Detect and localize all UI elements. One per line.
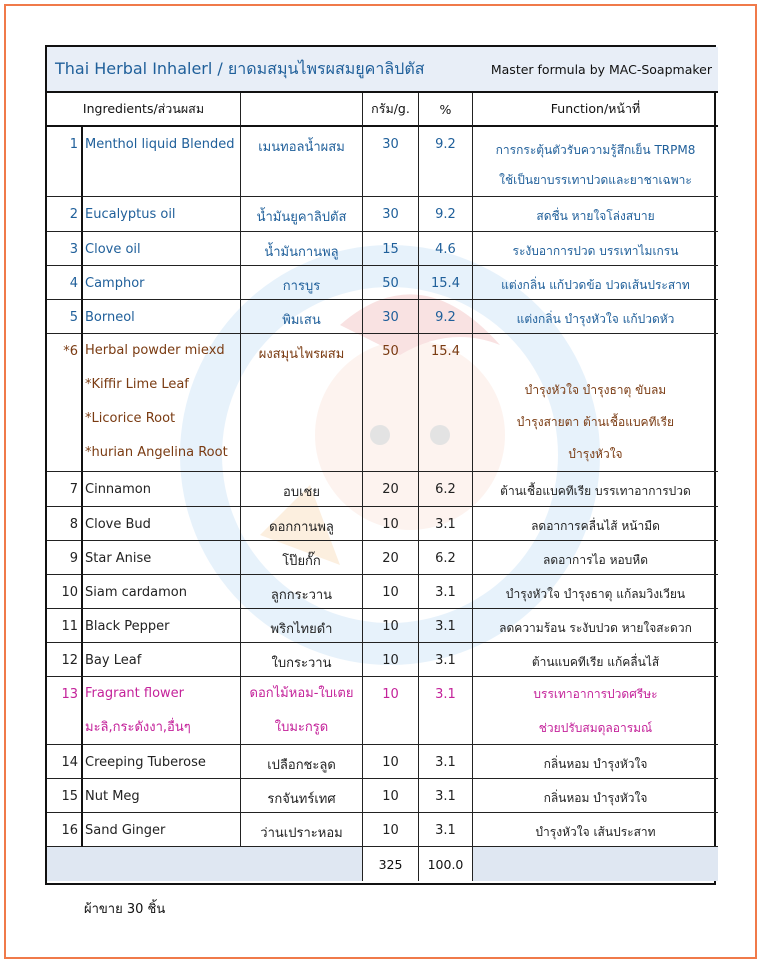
percent-value: 6.2 bbox=[419, 541, 473, 575]
percent-value: 15.4 bbox=[419, 334, 473, 472]
ingredient-thai-group bbox=[241, 677, 363, 745]
ingredient-name: Sand Ginger bbox=[83, 813, 241, 847]
percent-value: 3.1 bbox=[419, 609, 473, 643]
ingredient-thai: รกจันทร์เทศ bbox=[241, 779, 363, 813]
row-number: 16 bbox=[47, 813, 83, 847]
grams-value: 30 bbox=[363, 127, 419, 197]
percent-value: 3.1 bbox=[419, 677, 473, 745]
function-cell: แต่งกลิ่น แก้ปวดข้อ ปวดเส้นประสาท bbox=[473, 266, 718, 300]
ingredient-thai: ว่านเปราะหอม bbox=[241, 813, 363, 847]
total-grams: 325 bbox=[363, 847, 419, 881]
row-number: 5 bbox=[47, 300, 83, 334]
function-cell bbox=[473, 127, 718, 197]
ingredient-name: Cinnamon bbox=[83, 472, 241, 507]
grams-value: 10 bbox=[363, 609, 419, 643]
ingredient-thai: น้ำมันยูคาลิปตัส bbox=[241, 197, 363, 232]
row-number: 10 bbox=[47, 575, 83, 609]
ingredient-thai: ลูกกระวาน bbox=[241, 575, 363, 609]
ingredient-thai-2: ใบมะกรูด bbox=[274, 720, 329, 735]
footnote: ผ้าขาย 30 ชิ้น bbox=[84, 902, 166, 917]
function-cell: กลิ่นหอม บำรุงหัวใจ bbox=[473, 779, 718, 813]
header-thai-blank bbox=[241, 93, 363, 127]
grams-value: 10 bbox=[363, 643, 419, 677]
grams-value: 30 bbox=[363, 300, 419, 334]
function-cell: แต่งกลิ่น บำรุงหัวใจ แก้ปวดหัว bbox=[473, 300, 718, 334]
ingredient-name: Fragrant flower bbox=[85, 686, 184, 701]
ingredient-thai: การบูร bbox=[241, 266, 363, 300]
ingredient-thai: น้ำมันกานพลู bbox=[241, 232, 363, 266]
ingredient-thai: พริกไทยดำ bbox=[241, 609, 363, 643]
function-line: การกระตุ้นตัวรับความรู้สึกเย็น TRPM8 bbox=[495, 143, 696, 157]
row-number: 11 bbox=[47, 609, 83, 643]
ingredient-name: Siam cardamon bbox=[83, 575, 241, 609]
ingredient-sub-item: *Licorice Root bbox=[85, 411, 176, 426]
ingredient-thai: เมนทอลน้ำผสม bbox=[241, 127, 363, 197]
function-cell: ลดความร้อน ระงับปวด หายใจสะดวก bbox=[473, 609, 718, 643]
ingredient-name-group bbox=[83, 677, 241, 745]
percent-value: 3.1 bbox=[419, 813, 473, 847]
table-title: Thai Herbal Inhalerl / ยาดมสมุนไพรผสมยูคาลิปตัส bbox=[55, 58, 425, 78]
function-line: บำรุงหัวใจ bbox=[568, 447, 623, 461]
ingredient-name: Clove oil bbox=[83, 232, 241, 266]
grams-value: 10 bbox=[363, 507, 419, 541]
header-percent: % bbox=[419, 93, 473, 127]
ingredient-thai: ผงสมุนไพรผสม bbox=[241, 334, 363, 472]
function-cell: กลิ่นหอม บำรุงหัวใจ bbox=[473, 745, 718, 779]
row-number: 4 bbox=[47, 266, 83, 300]
percent-value: 9.2 bbox=[419, 300, 473, 334]
header-function: Function/หน้าที่ bbox=[473, 93, 718, 127]
function-cell bbox=[473, 677, 718, 745]
function-line: บำรุงสายตา ต้านเชื้อแบคทีเรีย bbox=[516, 415, 675, 429]
function-cell: สดชื่น หายใจโล่งสบาย bbox=[473, 197, 718, 232]
percent-value: 3.1 bbox=[419, 575, 473, 609]
title-bar bbox=[47, 47, 718, 93]
ingredient-thai: ดอกไม้หอม-ใบเตย bbox=[249, 686, 354, 701]
ingredient-thai: ใบกระวาน bbox=[241, 643, 363, 677]
function-line: ช่วยปรับสมดุลอารมณ์ bbox=[538, 721, 653, 735]
percent-value: 3.1 bbox=[419, 779, 473, 813]
percent-value: 9.2 bbox=[419, 197, 473, 232]
row-number: 7 bbox=[47, 472, 83, 507]
header-grams: กรัม/g. bbox=[363, 93, 419, 127]
function-cell: ลดอาการไอ หอบหืด bbox=[473, 541, 718, 575]
percent-value: 15.4 bbox=[419, 266, 473, 300]
ingredient-name: Herbal powder miexd bbox=[85, 343, 225, 358]
row-number: 12 bbox=[47, 643, 83, 677]
function-line: บำรุงหัวใจ บำรุงธาตุ ขับลม bbox=[524, 383, 667, 397]
grams-value: 20 bbox=[363, 472, 419, 507]
ingredient-name: Camphor bbox=[83, 266, 241, 300]
function-cell: ต้านแบคทีเรีย แก้คลื่นไส้ bbox=[473, 643, 718, 677]
percent-value: 3.1 bbox=[419, 507, 473, 541]
row-number: 8 bbox=[47, 507, 83, 541]
ingredient-name: Clove Bud bbox=[83, 507, 241, 541]
percent-value: 3.1 bbox=[419, 745, 473, 779]
ingredient-name: Eucalyptus oil bbox=[83, 197, 241, 232]
grams-value: 10 bbox=[363, 779, 419, 813]
percent-value: 6.2 bbox=[419, 472, 473, 507]
function-cell: บำรุงหัวใจ บำรุงธาตุ แก้ลมวิงเวียน bbox=[473, 575, 718, 609]
ingredient-name: Star Anise bbox=[83, 541, 241, 575]
function-cell: ต้านเชื้อแบคทีเรีย บรรเทาอาการปวด bbox=[473, 472, 718, 507]
grams-value: 15 bbox=[363, 232, 419, 266]
percent-value: 3.1 bbox=[419, 643, 473, 677]
ingredient-thai: โป๊ยกั๊ก bbox=[241, 541, 363, 575]
row-number: 14 bbox=[47, 745, 83, 779]
ingredient-thai: เปลือกชะลูด bbox=[241, 745, 363, 779]
row-number: 9 bbox=[47, 541, 83, 575]
percent-value: 4.6 bbox=[419, 232, 473, 266]
percent-value: 9.2 bbox=[419, 127, 473, 197]
row-number: 13 bbox=[47, 677, 83, 745]
grams-value: 30 bbox=[363, 197, 419, 232]
function-cell: บำรุงหัวใจ เส้นประสาท bbox=[473, 813, 718, 847]
row-number: 1 bbox=[47, 127, 83, 197]
function-line: บรรเทาอาการปวดศรีษะ bbox=[533, 687, 658, 701]
function-cell: ระงับอาการปวด บรรเทาไมเกรน bbox=[473, 232, 718, 266]
ingredient-sub-item: *hurian Angelina Root bbox=[85, 445, 228, 460]
ingredient-name-group bbox=[83, 334, 241, 472]
grams-value: 50 bbox=[363, 266, 419, 300]
total-function-blank bbox=[473, 847, 718, 881]
ingredient-thai: ดอกกานพลู bbox=[241, 507, 363, 541]
row-number: 3 bbox=[47, 232, 83, 266]
total-label-blank bbox=[47, 847, 363, 881]
ingredient-sub-item: *Kiffir Lime Leaf bbox=[85, 377, 189, 392]
ingredient-name: Creeping Tuberose bbox=[83, 745, 241, 779]
formula-table bbox=[45, 45, 716, 885]
ingredient-name: Menthol liquid Blended bbox=[83, 127, 241, 197]
grams-value: 10 bbox=[363, 677, 419, 745]
ingredient-thai: พิมเสน bbox=[241, 300, 363, 334]
grams-value: 10 bbox=[363, 745, 419, 779]
ingredient-name-thai: มะลิ,กระดังงา,อื่นๆ bbox=[85, 720, 191, 735]
ingredient-name: Nut Meg bbox=[83, 779, 241, 813]
grams-value: 10 bbox=[363, 813, 419, 847]
ingredient-name: Bay Leaf bbox=[83, 643, 241, 677]
header-ingredients: Ingredients/ส่วนผสม bbox=[47, 93, 241, 127]
function-cell: ลดอาการคลื่นไส้ หน้ามืด bbox=[473, 507, 718, 541]
ingredient-name: Black Pepper bbox=[83, 609, 241, 643]
row-number: 15 bbox=[47, 779, 83, 813]
row-number: 2 bbox=[47, 197, 83, 232]
ingredient-thai: อบเชย bbox=[241, 472, 363, 507]
function-line: ใช้เป็นยาบรรเทาปวดและยาชาเฉพาะ bbox=[499, 173, 692, 187]
master-formula-credit: Master formula by MAC-Soapmaker bbox=[490, 61, 712, 77]
grams-value: 20 bbox=[363, 541, 419, 575]
total-percent: 100.0 bbox=[419, 847, 473, 881]
row-number: *6 bbox=[47, 334, 83, 472]
grams-value: 50 bbox=[363, 334, 419, 472]
function-cell bbox=[473, 334, 718, 472]
grams-value: 10 bbox=[363, 575, 419, 609]
ingredient-name: Borneol bbox=[83, 300, 241, 334]
